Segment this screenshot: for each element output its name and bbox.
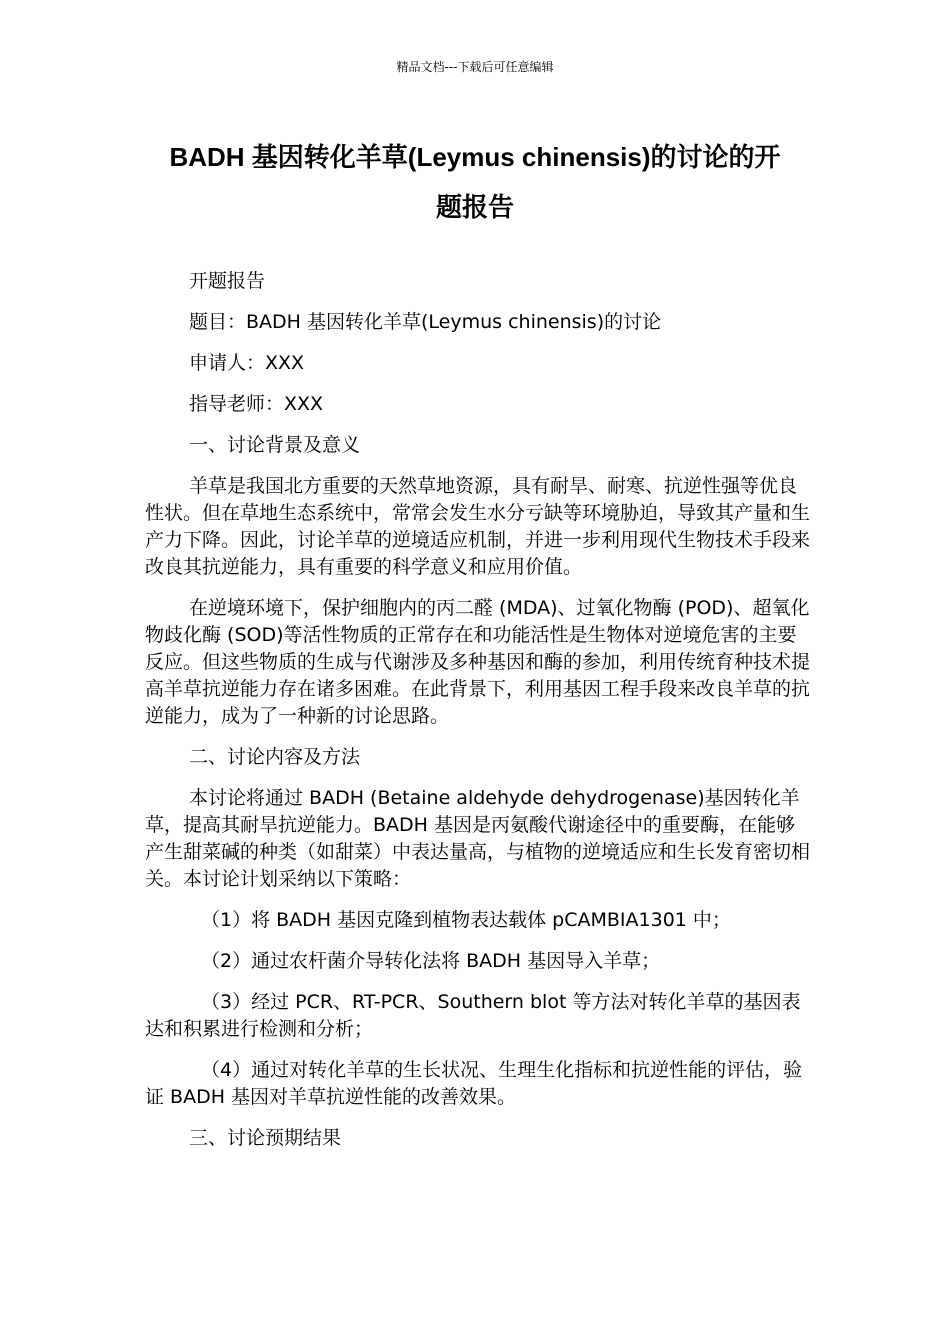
report-label: 开题报告 xyxy=(189,270,266,292)
section-1-paragraph-1: 羊草是我国北方重要的天然草地资源，具有耐旱、耐寒、抗逆性强等优良性状。但在草地生态系统中，常常会发生水分亏缺等环境胁迫，导致其产量和生产力下降。因此，讨论羊草的逆境适应机制，并进一步利用现代生物技术手段来改良其抗逆能力，具有重要的科学意义和应用价值。 xyxy=(145,475,811,578)
title-line-2: 题报告 xyxy=(435,192,514,222)
advisor-line: 指导老师：XXX xyxy=(189,393,324,415)
section-1-paragraph-2: 在逆境环境下，保护细胞内的丙二醛 (MDA)、过氧化物酶 (POD)、超氧化物歧化酶 (SOD)等活性物质的正常存在和功能活性是生物体对逆境危害的主要反应。但这些物质的生成与代谢涉及多种基因和酶的参加，利用传统育种技术提高羊草抗逆能力存在诸多困难。在此背景下，利用基因工程手段来改良羊草的抗逆能力，成为了一种新的讨论思路。 xyxy=(145,597,811,727)
header-note: 精品文档---下载后可任意编辑 xyxy=(396,60,554,74)
document-body xyxy=(145,268,810,1166)
strategy-item-4: （4）通过对转化羊草的生长状况、生理生化指标和抗逆性能的评估，验证 BADH 基因对羊草抗逆性能的改善效果。 xyxy=(145,1059,803,1108)
document-title xyxy=(145,132,805,232)
section-2-paragraph-1: 本讨论将通过 BADH (Betaine aldehyde dehydrogenase)基因转化羊草，提高其耐旱抗逆能力。BADH 基因是丙氨酸代谢途径中的重要酶，在能够产生甜菜碱的种类（如甜菜）中表达量高，与植物的逆境适应和生长发育密切相关。本讨论计划采纳以下策略： xyxy=(145,787,811,890)
section-1-heading: 一、讨论背景及意义 xyxy=(189,434,361,456)
subject-line: 题目：BADH 基因转化羊草(Leymus chinensis)的讨论 xyxy=(189,311,662,333)
section-2-heading: 二、讨论内容及方法 xyxy=(189,746,361,768)
section-3-heading: 三、讨论预期结果 xyxy=(189,1127,342,1149)
strategy-item-3: （3）经过 PCR、RT-PCR、Southern blot 等方法对转化羊草的基因表达和积累进行检测和分析； xyxy=(145,991,801,1040)
title-line-1: BADH 基因转化羊草(Leymus chinensis)的讨论的开 xyxy=(169,142,781,172)
applicant-line: 申请人：XXX xyxy=(189,352,305,374)
strategy-item-2: （2）通过农杆菌介导转化法将 BADH 基因导入羊草； xyxy=(201,950,661,972)
strategy-item-1: （1）将 BADH 基因克隆到植物表达载体 pCAMBIA1301 中； xyxy=(201,909,731,931)
